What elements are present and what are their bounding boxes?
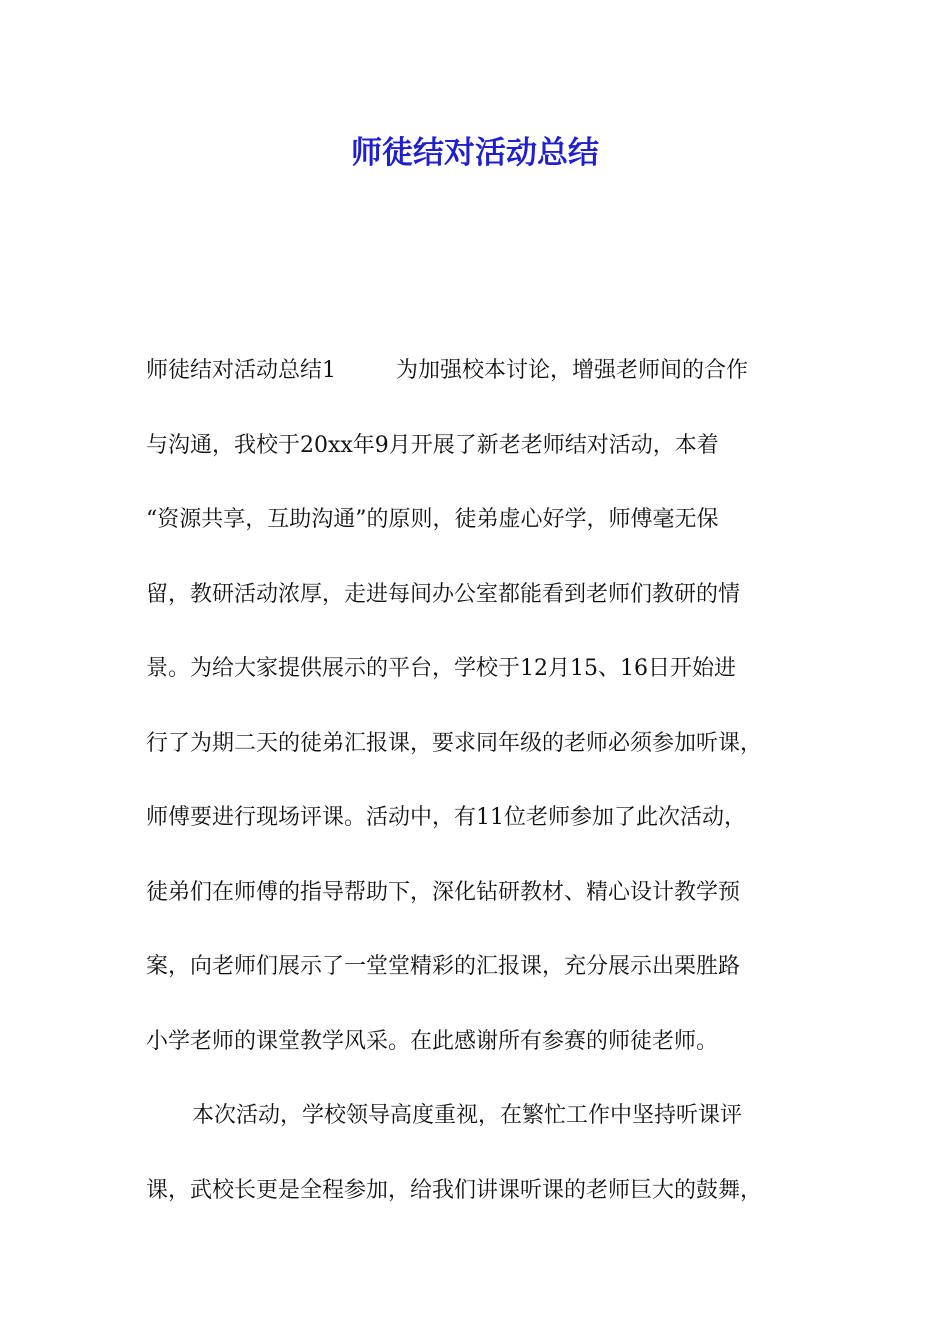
document-title: 师徒结对活动总结 (351, 135, 599, 171)
text-line: 行了为期二天的徒弟汇报课，要求同年级的老师必须参加听课， (146, 730, 763, 756)
document-body (146, 334, 816, 1228)
text-line: 师傅要进行现场评课。活动中，有11位老师参加了此次活动， (146, 805, 746, 830)
text-line (146, 334, 816, 409)
text-line: 景。为给大家提供展示的平台，学校于12月15、16日开始进 (146, 656, 736, 681)
text-line: 留，教研活动浓厚，走进每间办公室都能看到老师们教研的情 (146, 581, 741, 607)
text-line: 与沟通，我校于20xx年9月开展了新老老师结对活动，本着 (146, 432, 719, 458)
text-line: 案，向老师们展示了一堂堂精彩的汇报课，充分展示出栗胜路 (146, 954, 741, 979)
text-line: 徒弟们在师傅的指导帮助下，深化钻研教材、精心设计教学预 (146, 879, 741, 905)
section-heading: 师徒结对活动总结1 (146, 358, 336, 383)
text-line: 课，武校长更是全程参加，给我们讲课听课的老师巨大的鼓舞， (146, 1177, 763, 1203)
line-text: 为加强校本讨论，增强老师间的合作 (396, 358, 749, 383)
text-line: 小学老师的课堂教学风采。在此感谢所有参赛的师徒老师。 (146, 1028, 719, 1054)
text-line: 本次活动，学校领导高度重视，在繁忙工作中坚持听课评 (192, 1103, 743, 1128)
text-line: “资源共享，互助沟通”的原则，徒弟虚心好学，师傅毫无保 (146, 507, 719, 532)
